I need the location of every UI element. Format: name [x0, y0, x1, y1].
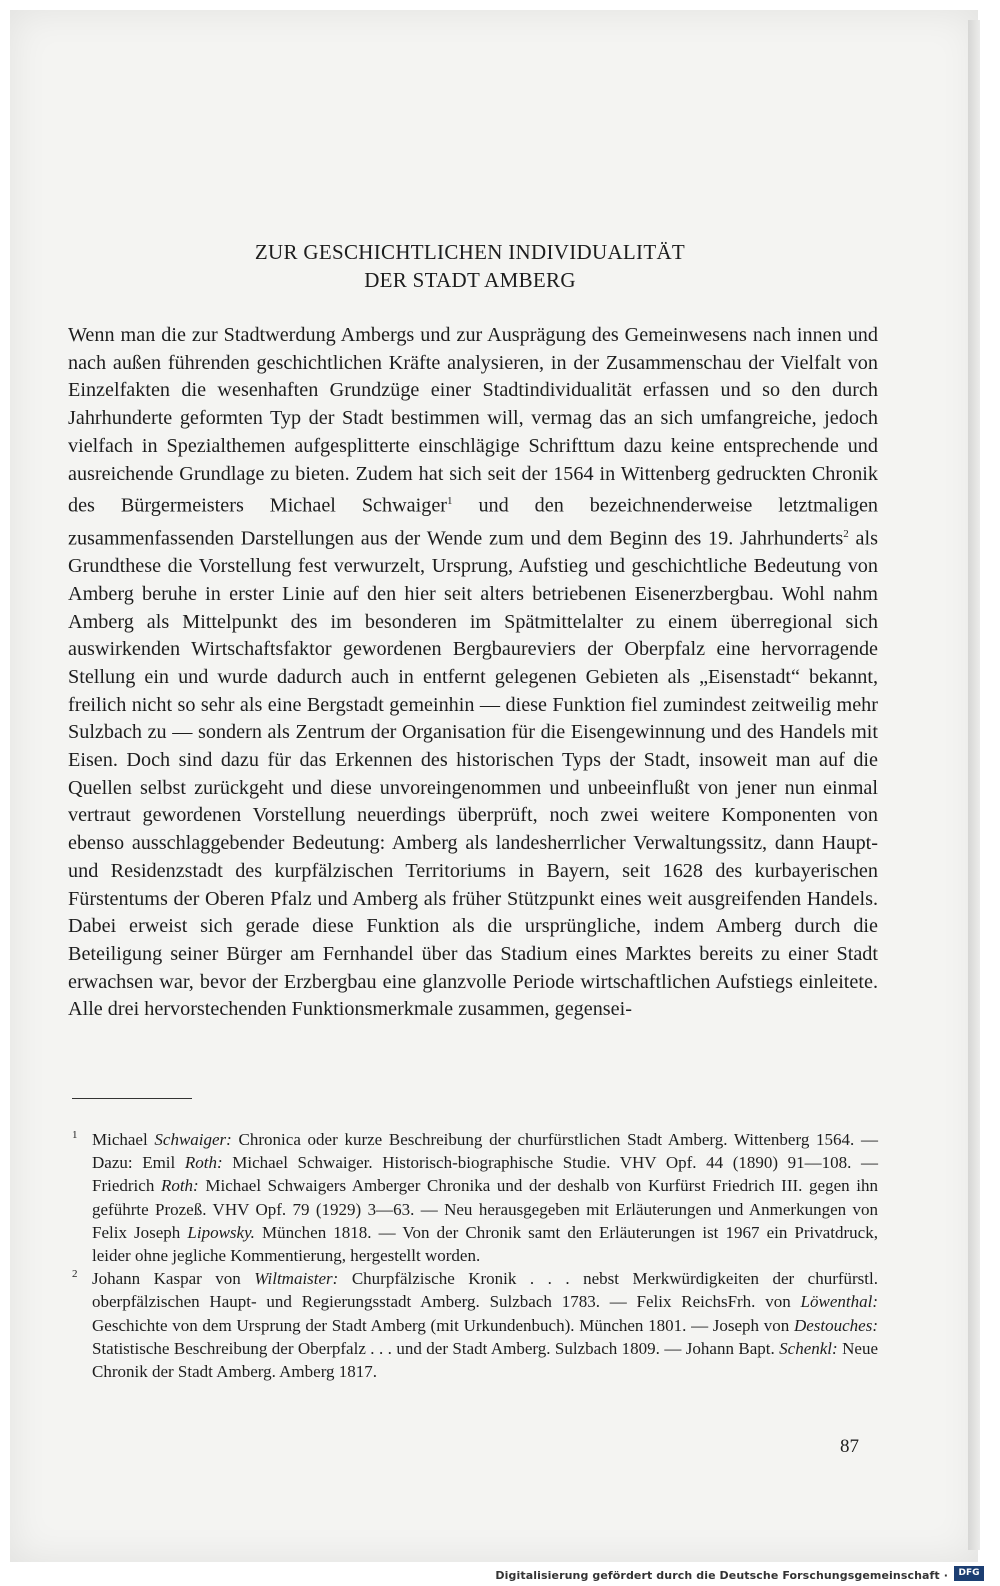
body-text-part-2: und den bezeichnenderweise letztmaligen zusammenfassenden Darstellungen aus der Wende zum und dem Beginn des 19. Jahrhunderts: [68, 494, 878, 550]
page-number: 87: [840, 1436, 859, 1457]
footnote-text: Chronica oder kurze Beschreibung der churfürstlichen Stadt Amberg. Wittenberg 1564. — Dazu: Emil: [92, 1130, 878, 1173]
footnote-text: Michael Schwaigers Amberger Chronika und der deshalb von Kurfürst Friedrich III. gegen ihn geführte Prozeß. VHV Opf. 79 (1929) 3—63. — Neu herausgegeben mit Erläuterungen und Anmerkungen von Felix Joseph: [92, 1176, 878, 1242]
page-title-line-2: DER STADT AMBERG: [364, 268, 576, 292]
footnote-ref-2: 2: [843, 527, 849, 540]
footnote-author: Roth:: [184, 1153, 223, 1173]
footnote-text: Geschichte von dem Ursprung der Stadt Amberg (mit Urkundenbuch). München 1801. — Joseph von: [92, 1315, 794, 1335]
footnote-list: [72, 1128, 878, 1383]
footnote-separator: [72, 1098, 192, 1099]
page-edge-shadow: [968, 20, 980, 1550]
footnote-number: 2: [72, 1268, 78, 1281]
body-text-part-1: Wenn man die zur Stadtwerdung Ambergs und zur Ausprägung des Gemeinwesens nach innen und nach außen führenden geschichtlichen Kräfte analysieren, in der Zusammenschau der Vielfalt von Einzelfakten die wesenhaften Grundzüge einer Stadtindividualität erfassen und so den durch Jahrhunderte geformten Typ der Stadt bestimmen will, vermag das an sich umfangreiche, jedoch vielfach in Spezialthemen aufgesplitterte einschlägige Schrifttum dazu keine entsprechende und ausreichende Grundlage zu bieten. Zudem hat sich seit der 1564 in Wittenberg gedruckten Chronik des Bürgermeisters Michael Schwaiger: [68, 324, 878, 517]
footnote-author: Roth:: [160, 1176, 199, 1196]
footnote-1: [72, 1128, 878, 1267]
footnote-author: Löwenthal:: [800, 1292, 878, 1312]
footnote-author: Destouches:: [793, 1315, 878, 1335]
footnote-author: Lipowsky.: [187, 1222, 255, 1242]
footnote-author: Schenkl:: [779, 1338, 838, 1358]
dfg-logo-icon: DFG: [954, 1566, 984, 1581]
footnote-author: Wiltmaister:: [254, 1269, 339, 1289]
body-text-part-3: als Grundthese die Vorstellung fest verwurzelt, Ursprung, Aufstieg und geschichtliche Bedeutung von Amberg beruhe in erster Linie auf den hier seit alters betriebenen Eisenerzbergbau. Wohl nahm Amberg als Mittelpunkt des im besonderen im Spätmittelalter zu einem überregional sich auswirkenden Wirtschaftsfaktor gewordenen Bergbaureviers der Oberpfalz eine hervorragende Stellung ein und wurde dadurch auch in entfernt gelegenen Gebieten als „Eisenstadt“ bekannt, freilich nicht so sehr als eine Bergstadt gemeinhin — diese Funktion fiel zumindest zeitweilig mehr Sulzbach zu — sondern als Zentrum der Organisation für die Eisengewinnung und des Handels mit Eisen. Doch sind dazu für das Erkennen des historischen Typs der Stadt, insoweit man auf die Quellen selbst zurückgeht und diese unvoreingenommen und unbeeinflußt von jener nun einmal vertraut gewordenen Vorstellung neuerdings überprüft, noch zwei weitere Komponenten von ebenso ausschlaggebender Bedeutung: Amberg als landesherrlicher Verwaltungssitz, dann Haupt- und Residenzstadt des kurpfälzischen Territoriums in Bayern, seit 1628 des kurbayerischen Fürstentums der Oberen Pfalz und Amberg als früher Stützpunkt eines weit ausgreifenden Handels. Dabei erweist sich gerade diese Funktion als die ursprüngliche, indem Amberg durch die Beteiligung seiner Bürger am Fernhandel über das Stadium eines Marktes bereits zu einer Stadt erwachsen war, bevor der Erzbergbau eine glanzvolle Periode wirtschaftlichen Aufstiegs einleitete. Alle drei hervorstechenden Funktionsmerkmale zusammen, gegensei-: [68, 527, 878, 1021]
footnote-text: Churpfälzische Kronik . . . nebst Merkwürdigkeiten der churfürstl. oberpfälzischen Haupt- und Regierungsstadt Amberg. Sulzbach 1783. — Felix ReichsFrh. von: [92, 1269, 878, 1312]
footnote-text: Statistische Beschreibung der Oberpfalz . . . und der Stadt Amberg. Sulzbach 1809. — Johann Bapt.: [92, 1338, 780, 1358]
footnote-text: Michael: [92, 1130, 155, 1149]
footnote-text: Neue Chronik der Stadt Amberg. Amberg 1817.: [92, 1338, 879, 1382]
digitization-credit: Digitalisierung gefördert durch die Deutsche Forschungsgemeinschaft ·: [495, 1569, 948, 1582]
footnote-text: Michael Schwaiger. Historisch-biographische Studie. VHV Opf. 44 (1890) 91—108. — Friedrich: [92, 1153, 878, 1196]
page-title-line-1: ZUR GESCHICHTLICHEN INDIVIDUALITÄT: [254, 240, 686, 264]
body-paragraph: [68, 322, 878, 1024]
footnote-number: 1: [72, 1129, 78, 1141]
footnote-text: München 1818. — Von der Chronik samt den Erläuterungen ist 1967 ein Privatdruck, leider ohne jegliche Kommentierung, hergestellt worden.: [92, 1222, 878, 1266]
footnote-ref-1: 1: [447, 495, 453, 508]
footnote-2: [72, 1267, 878, 1383]
footnote-author: Schwaiger:: [154, 1130, 232, 1149]
footnote-text: Johann Kaspar von: [92, 1269, 255, 1289]
